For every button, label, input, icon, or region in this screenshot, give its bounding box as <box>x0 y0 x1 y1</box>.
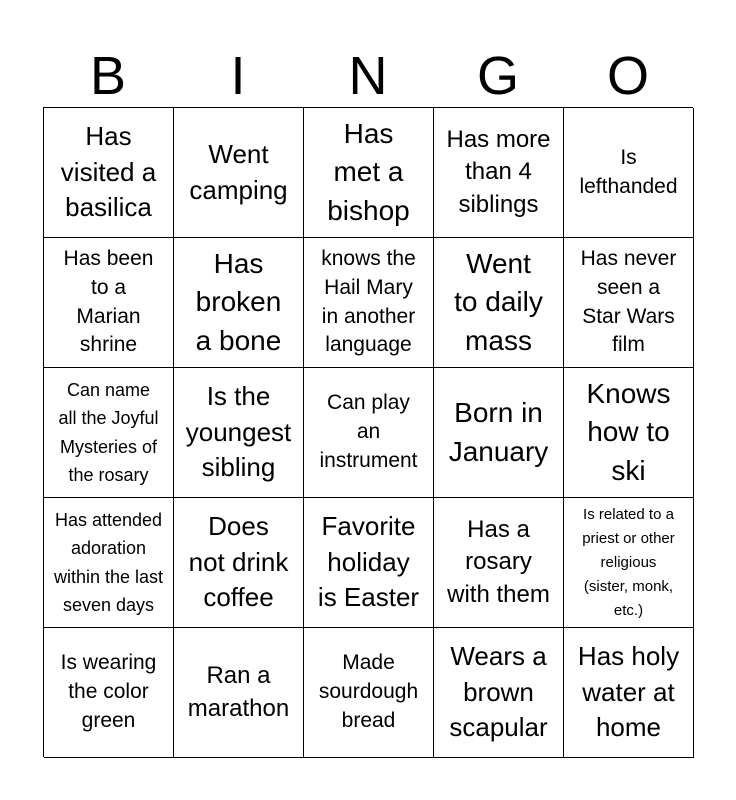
bingo-cell-text: Can play an instrument <box>319 391 418 472</box>
bingo-cell-text: Wears a brown scapular <box>449 641 548 743</box>
bingo-cell-r5-c2[interactable] <box>174 628 304 758</box>
bingo-cell-text: Has more than 4 siblings <box>446 125 551 218</box>
bingo-cell-text: Has visited a basilica <box>60 121 157 223</box>
bingo-cell-text: Went to daily mass <box>454 248 543 356</box>
bingo-cell-r3-c3[interactable] <box>304 368 434 498</box>
bingo-cell-text: Favorite holiday is Easter <box>317 511 420 613</box>
bingo-cell-text: Is wearing the color green <box>60 651 157 732</box>
bingo-cell-r2-c3[interactable] <box>304 238 434 368</box>
bingo-cell-text: Has holy water at home <box>577 641 680 743</box>
bingo-cell-text: Has broken a bone <box>195 248 282 356</box>
bingo-cell-r1-c5[interactable] <box>564 108 694 238</box>
bingo-cell-r5-c5[interactable] <box>564 628 694 758</box>
bingo-cell-text: Has never seen a Star Wars film <box>580 246 677 357</box>
bingo-cell-r4-c5[interactable] <box>564 498 694 628</box>
bingo-cell-r4-c4[interactable] <box>434 498 564 628</box>
bingo-cell-r5-c1[interactable] <box>44 628 174 758</box>
bingo-board <box>43 107 693 757</box>
header-letter-i: I <box>230 46 246 106</box>
bingo-cell-r2-c5[interactable] <box>564 238 694 368</box>
bingo-cell-r3-c2[interactable] <box>174 368 304 498</box>
bingo-cell-r4-c1[interactable] <box>44 498 174 628</box>
bingo-cell-text: Knows how to ski <box>586 378 671 486</box>
header-letter-b: B <box>89 46 127 106</box>
bingo-cell-r3-c1[interactable] <box>44 368 174 498</box>
header-letter-g: G <box>476 46 519 106</box>
bingo-header <box>43 44 693 108</box>
bingo-cell-text: Can name all the Joyful Mysteries of the rosary <box>58 379 159 485</box>
bingo-cell-r4-c2[interactable] <box>174 498 304 628</box>
bingo-cell-r1-c2[interactable] <box>174 108 304 238</box>
bingo-cell-r2-c2[interactable] <box>174 238 304 368</box>
header-letter-n: N <box>348 46 388 106</box>
bingo-cell-text: Is the youngest sibling <box>185 381 292 483</box>
bingo-cell-r3-c5[interactable] <box>564 368 694 498</box>
bingo-cell-r5-c4[interactable] <box>434 628 564 758</box>
bingo-cell-text: Has been to a Marian shrine <box>63 246 154 357</box>
header-letter-o: O <box>606 46 649 106</box>
bingo-cell-text: knows the Hail Mary in another language <box>321 246 416 357</box>
bingo-cell-text: Has a rosary with them <box>447 515 550 608</box>
bingo-cell-r1-c3[interactable] <box>304 108 434 238</box>
bingo-cell-r4-c3[interactable] <box>304 498 434 628</box>
bingo-cell-r2-c1[interactable] <box>44 238 174 368</box>
bingo-cell-text: Is related to a priest or other religious (sister, monk, etc.) <box>582 505 675 619</box>
bingo-cell-text: Ran a marathon <box>187 661 290 722</box>
bingo-cell-r2-c4[interactable] <box>434 238 564 368</box>
bingo-cell-text: Does not drink coffee <box>188 511 289 613</box>
bingo-cell-text: Has attended adoration within the last seven days <box>53 509 164 615</box>
bingo-cell-r5-c3[interactable] <box>304 628 434 758</box>
bingo-cell-text: Made sourdough bread <box>318 651 419 732</box>
bingo-cell-text: Went camping <box>189 139 288 205</box>
bingo-cell-r1-c1[interactable] <box>44 108 174 238</box>
bingo-cell-text: Is lefthanded <box>579 145 678 198</box>
bingo-cell-r3-c4[interactable] <box>434 368 564 498</box>
bingo-cell-text: Born in January <box>448 397 549 467</box>
bingo-cell-text: Has met a bishop <box>327 118 410 226</box>
bingo-cell-r1-c4[interactable] <box>434 108 564 238</box>
